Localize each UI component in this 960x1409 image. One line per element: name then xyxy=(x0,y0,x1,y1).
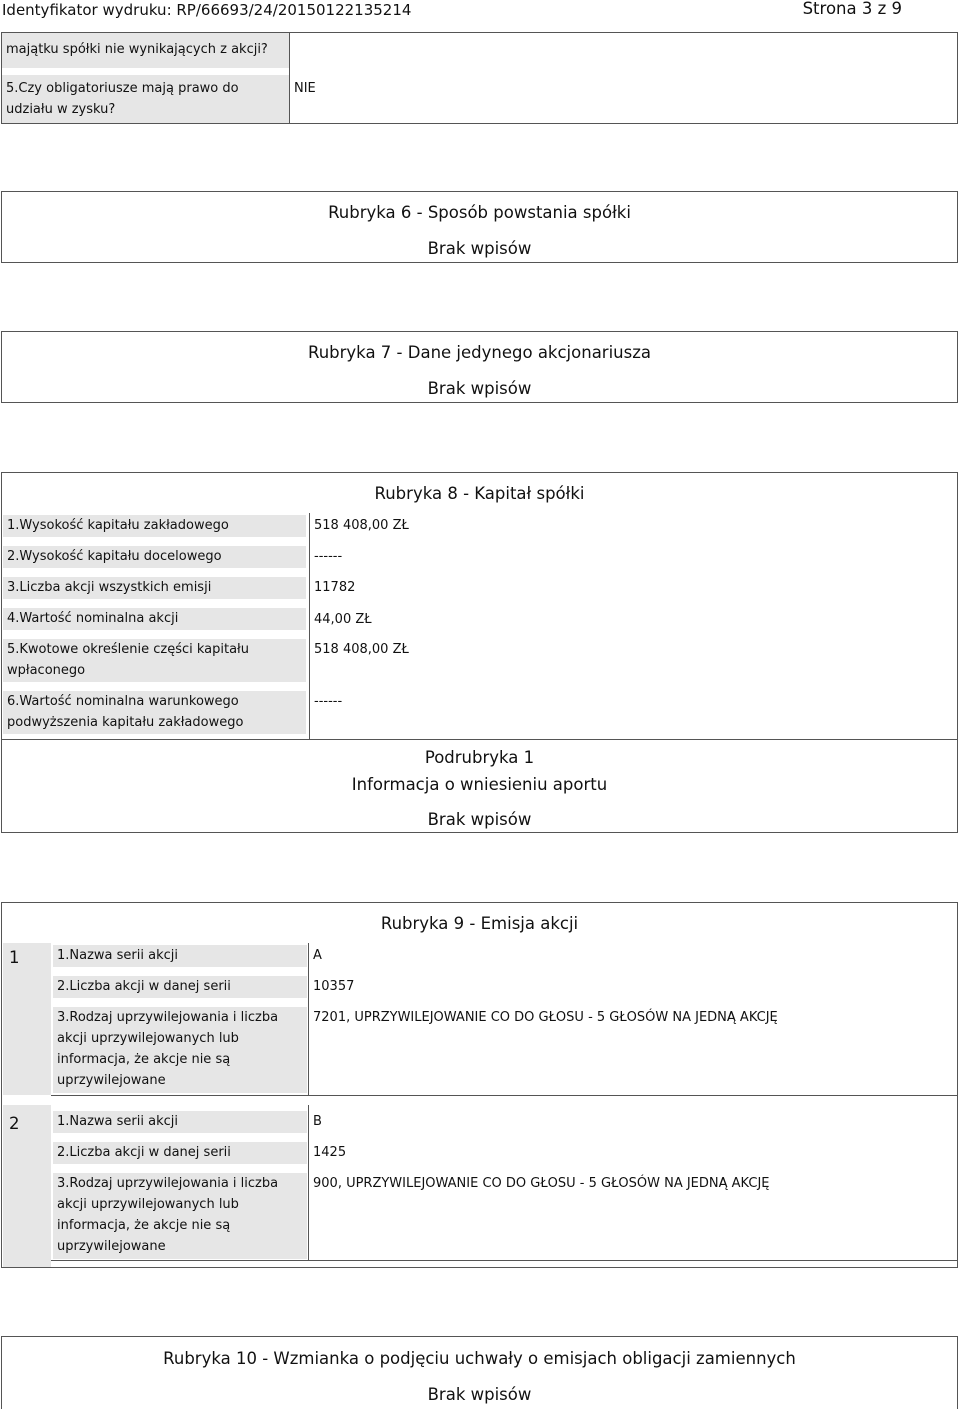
section-rubryka-10 xyxy=(1,1336,958,1409)
series-preference-value: 7201, UPRZYWILEJOWANIE CO DO GŁOSU - 5 GŁOSÓW NA JEDNĄ AKCJĘ xyxy=(313,1010,778,1025)
section-title: Rubryka 10 - Wzmianka o podjęciu uchwały o emisjach obligacji zamiennych xyxy=(163,1349,796,1368)
column-divider xyxy=(308,1105,309,1261)
series-preference-label: 3.Rodzaj uprzywilejowania i liczba akcji uprzywilejowanych lub informacja, że akcje nie są uprzywilejowane xyxy=(53,1173,307,1259)
capital-value-3: 11782 xyxy=(314,580,356,595)
empty-notice: Brak wpisów xyxy=(427,810,532,829)
empty-notice: Brak wpisów xyxy=(427,1385,532,1404)
capital-label-2: 2.Wysokość kapitału docelowego xyxy=(3,546,306,568)
capital-value-2: ------ xyxy=(314,549,343,564)
section-title: Rubryka 8 - Kapitał spółki xyxy=(374,484,585,503)
series-preference-value: 900, UPRZYWILEJOWANIE CO DO GŁOSU - 5 GŁOSÓW NA JEDNĄ AKCJĘ xyxy=(313,1176,770,1191)
entry-divider xyxy=(51,1260,957,1261)
bonds-table xyxy=(1,32,958,124)
series-name-label: 1.Nazwa serii akcji xyxy=(53,1111,307,1133)
entry-number: 2 xyxy=(9,1114,20,1133)
section-rubryka-6 xyxy=(1,191,958,263)
capital-value-5: 518 408,00 ZŁ xyxy=(314,642,409,657)
row-label-4: majątku spółki nie wynikających z akcji? xyxy=(2,33,289,68)
section-title: Rubryka 9 - Emisja akcji xyxy=(380,914,579,933)
print-identifier: Identyfikator wydruku: RP/66693/24/20150122135214 xyxy=(2,1,412,19)
series-count-value: 1425 xyxy=(313,1145,347,1160)
page-number: Strona 3 z 9 xyxy=(802,0,902,18)
series-name-label: 1.Nazwa serii akcji xyxy=(53,945,307,967)
capital-value-4: 44,00 ZŁ xyxy=(314,612,372,627)
empty-notice: Brak wpisów xyxy=(427,379,532,398)
section-rubryka-8 xyxy=(1,472,958,740)
capital-label-6: 6.Wartość nominalna warunkowego podwyższenia kapitału zakładowego xyxy=(3,691,306,734)
capital-label-5: 5.Kwotowe określenie części kapitału wpłaconego xyxy=(3,639,306,682)
capital-label-4: 4.Wartość nominalna akcji xyxy=(3,608,306,630)
capital-label-1: 1.Wysokość kapitału zakładowego xyxy=(3,515,306,537)
column-divider xyxy=(309,513,310,739)
entry-number: 1 xyxy=(9,948,20,967)
series-count-label: 2.Liczba akcji w danej serii xyxy=(53,1142,307,1164)
series-preference-label: 3.Rodzaj uprzywilejowania i liczba akcji uprzywilejowanych lub informacja, że akcje nie są uprzywilejowane xyxy=(53,1007,307,1093)
section-title: Rubryka 6 - Sposób powstania spółki xyxy=(328,203,631,222)
section-rubryka-9 xyxy=(1,902,958,1268)
entry-divider xyxy=(51,1095,957,1096)
series-name-value: B xyxy=(313,1114,322,1129)
capital-label-3: 3.Liczba akcji wszystkich emisji xyxy=(3,577,306,599)
subsection-subtitle: Informacja o wniesieniu aportu xyxy=(351,775,608,794)
row-label-5: 5.Czy obligatoriusze mają prawo do udziału w zysku? xyxy=(2,75,289,123)
series-count-label: 2.Liczba akcji w danej serii xyxy=(53,976,307,998)
row-value-5: NIE xyxy=(294,81,316,96)
series-count-value: 10357 xyxy=(313,979,355,994)
empty-notice: Brak wpisów xyxy=(427,239,532,258)
column-divider xyxy=(289,33,290,123)
subsection-title: Podrubryka 1 xyxy=(424,748,535,767)
section-title: Rubryka 7 - Dane jedynego akcjonariusza xyxy=(307,343,651,362)
capital-value-1: 518 408,00 ZŁ xyxy=(314,518,409,533)
section-rubryka-7 xyxy=(1,331,958,403)
capital-value-6: ------ xyxy=(314,694,343,709)
column-divider xyxy=(308,943,309,1095)
subsection-podrubryka-1 xyxy=(1,739,958,833)
series-name-value: A xyxy=(313,948,322,963)
